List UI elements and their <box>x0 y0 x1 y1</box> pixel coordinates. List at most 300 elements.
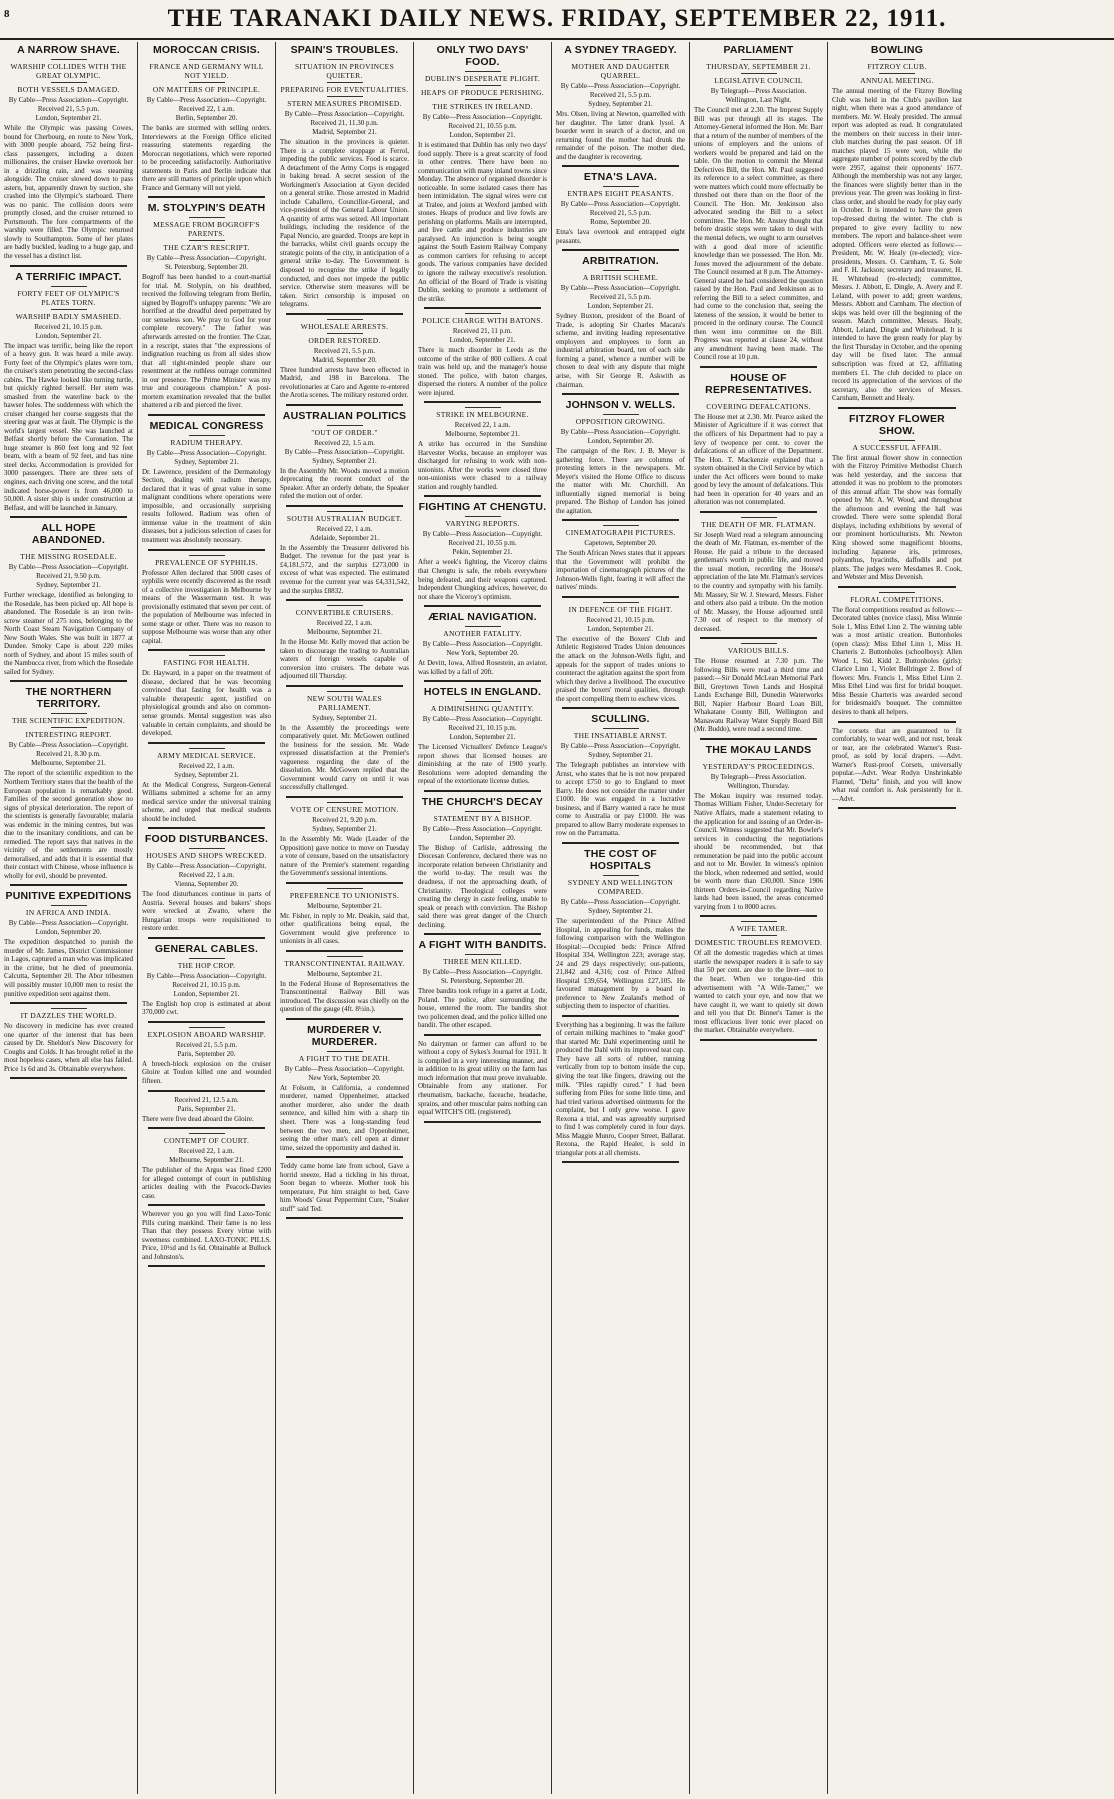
divider <box>189 848 225 849</box>
divider <box>51 309 87 310</box>
article-subheading: DOMESTIC TROUBLES REMOVED. <box>694 938 823 948</box>
newspaper-title: THE TARANAKI DAILY NEWS. FRIDAY, SEPTEMBER 22, 1911. <box>167 5 947 32</box>
article-dateline: By Cable—Press Association—Copyright. <box>146 254 267 263</box>
divider <box>189 1133 225 1134</box>
divider <box>741 643 777 644</box>
article-dateline: Received 21, 5.5 p.m. <box>313 346 376 355</box>
article <box>280 410 409 507</box>
article-subheading: RADIUM THERAPY. <box>170 437 243 447</box>
article <box>142 655 271 743</box>
article-body: A strike has occurred in the Sunshine Harvester Works, because an employer was discharged for refusing to work with non-unionists. After the works were closed three non-unionists were chased to a railway station and roughly handled. <box>418 440 547 491</box>
article-subheading: IN AFRICA AND INDIA. <box>25 908 112 918</box>
divider <box>465 626 501 627</box>
article-separator <box>562 842 679 844</box>
article-subheading: THE DEATH OF MR. FLATMAN. <box>701 519 816 529</box>
divider <box>465 701 501 702</box>
article-body: The food disturbances continue in parts of Austria. Several houses and bakers' shops were wrecked at Zwatto, where the Hungarian troops were requisitioned to restore order. <box>142 890 271 933</box>
article <box>142 833 271 939</box>
article-dateline: Received 21, 10.15 p.m. <box>448 724 517 733</box>
article-dateline: By Cable—Press Association—Copyright. <box>560 742 681 751</box>
article-dateline: By Cable—Press Association—Copyright. <box>422 640 543 649</box>
article-subheading: WARSHIP COLLIDES WITH THE GREAT OLYMPIC. <box>10 62 127 80</box>
divider <box>327 425 363 426</box>
article-dateline: Received 22, 1 a.m. <box>316 524 373 533</box>
divider <box>741 399 777 400</box>
article-subheading: CONTEMPT OF COURT. <box>163 1136 250 1146</box>
article-dateline: Received 22, 1 a.m. <box>178 1147 235 1156</box>
column-1 <box>0 42 138 1794</box>
article-separator <box>10 680 127 682</box>
article-body: After a week's fighting, the Viceroy claims that Chengtu is safe, the rebels everywhere being defeated, and their weapons captured. Independent Chungking advices, however, do not share the Viceroy's optimism. <box>418 558 547 601</box>
article-dateline: By Cable—Press Association—Copyright. <box>8 96 129 104</box>
divider <box>51 82 87 83</box>
article-dateline: By Cable—Press Association—Copyright. <box>422 968 543 977</box>
article-dateline: By Cable—Press Association—Copyright. <box>8 563 129 572</box>
article-dateline: Received 21, 10.15 p.m. <box>34 322 103 331</box>
article-dateline: Pekin, September 21. <box>452 548 513 557</box>
article <box>418 796 547 935</box>
article-separator <box>148 1090 265 1092</box>
article-headline: THE MOKAU LANDS <box>705 743 812 756</box>
article <box>4 271 133 519</box>
article-dateline: New York, September 20. <box>446 649 519 658</box>
article-subheading: FLORAL COMPETITIONS. <box>850 594 944 604</box>
article-separator <box>838 407 956 409</box>
divider <box>741 517 777 518</box>
article-separator <box>700 366 817 368</box>
article <box>280 1024 409 1158</box>
article-body: The Mokau inquiry was resumed today. Thomas William Fisher, Under-Secretary for Native Affairs, made a statement relating to the application for and issuing of an Order-in-Council. Witness suggested that Mr. Bowler's services in conducting the negotiations should be recommended, but that remuneration be paid into the public account and not to Mr. Bowler. In witness's opinion the block, when redeemed and settled, would be worth more than £30,000. Since 1906 thirteen Orders-in-Council regarding Native lands had been issued, the areas concerned varying from 1 to 8000 acres. <box>694 791 823 911</box>
divider <box>189 217 225 218</box>
article-dateline: Sydney, September 21. <box>312 824 377 833</box>
article <box>142 1096 271 1130</box>
article-subheading: MESSAGE FROM BOGROFF'S PARENTS. <box>153 220 260 239</box>
article-dateline: By Cable—Press Association—Copyright. <box>422 715 543 724</box>
article <box>280 1162 409 1219</box>
divider <box>603 59 639 60</box>
article-dateline: London, September 21. <box>449 131 516 139</box>
article-headline: AUSTRALIAN POLITICS <box>282 409 407 422</box>
article-body: Sir Joseph Ward read a telegram announcing the death of Mr. Flatman, ex-member of the House. He paid a tribute to the deceased gentleman's worth in public life, and moved the usual motion, recording the House's appreciation of the late Mr. Flatman's services to the country and sympathy with his family. Mr. Massey, Sir W. J. Steward, Messrs. Fisher and others also paid a tribute. On the motion of Mr. Massey, the House adjourned until 7.30 out of respect to the memory of deceased. <box>694 530 823 633</box>
article-separator <box>562 165 679 167</box>
article <box>4 686 133 886</box>
column-4 <box>414 42 552 1794</box>
article-subheading: THE SCIENTIFIC EXPEDITION. <box>12 716 125 726</box>
article <box>418 313 547 403</box>
article <box>142 202 271 416</box>
article <box>694 44 823 368</box>
article-separator <box>562 393 679 395</box>
article-dateline: Received 21, 9.50 p.m. <box>36 572 101 581</box>
article-separator <box>700 511 817 513</box>
article-body: There is much disorder in Leeds as the outcome of the strike of 800 colliers. A coal train was held up, and the manager's house stoned. The police, with baton charges, dispersed the rioters. A number of the police were injured. <box>418 346 547 397</box>
article-dateline: Paris, September 20. <box>177 1049 236 1058</box>
article-headline: THE COST OF HOSPITALS <box>584 847 657 872</box>
article <box>556 171 685 251</box>
article-body: In the Assembly the proceedings were comparatively quiet. Mr. McGowen outlined the business for the session. Mr. Wade expressed dissatisfaction at the Premier's vagueness regarding the date of the dissolution. Mr. McGowen replied that the Government would carry on until it was successfully challenged. <box>280 723 409 792</box>
article-body: It is estimated that Dublin has only two days' food supply. There is a great scarcity of food in other centres. There have been no communication with many inland towns since Monday. The absence of organised disorder is noticeable. In some isolated cases there has been intimidation. The signal wires were cut at Tralee, and joints at Wexford jambed with stones. Heaps of produce and live fowls are perishing on platforms. Mails are interrupted, and live cattle and produce industries are paralysed. An injunction is being sought against the South Eastern Railway Company as common carriers for refusing to accept goods. The various companies have decided to ignore the railway executive's resolution. An official of the Board of Trade is visiting Dublin, seeking to promote a settlement of the strike. <box>418 141 547 303</box>
article-body: No discovery in medicine has ever created one quarter of the interest that has been caused by Dr. Sheldon's New Discovery for Coughs and Colds. It has brought relief in the most hopeless cases, when all else has failed. Price 1s 6d and 3s. Obtainable everywhere. <box>4 1022 133 1073</box>
divider <box>603 728 639 729</box>
divider <box>51 905 87 906</box>
article-dateline: Received 21, 10.55 p.m. <box>448 122 517 130</box>
article-subheading: BOTH VESSELS DAMAGED. <box>17 85 120 94</box>
article-dateline: London, September 21. <box>449 336 516 345</box>
article-dateline: Received 21, 9.20 p.m. <box>312 815 377 824</box>
article-headline: MURDERER V. MURDERER. <box>307 1023 382 1048</box>
article-subheading: WARSHIP BADLY SMASHED. <box>15 311 122 321</box>
article <box>694 643 823 740</box>
divider <box>189 748 225 749</box>
article-subheading: ARMY MEDICAL SERVICE. <box>157 750 256 760</box>
article <box>142 943 271 1023</box>
article-subheading: "OUT OF ORDER." <box>311 427 378 437</box>
article-body: Of all the domestic tragedies which at times startle the newspaper readers it is safe to say that 50 per cent. are due to the liver—not to the heart. When we tongue-tied this advertisement with "A Wife-Tamer," we wanted to catch your eye, and now that we have caught it, we want to quietly sit down and tell you that Dr. Binner's Tamer is the most efficacious liver tonic ever placed on the market. Obtainable everywhere. <box>694 949 823 1035</box>
article-separator <box>700 1039 817 1041</box>
article-dateline: St. Petersburg, September 20. <box>164 263 249 272</box>
article-dateline: Received 22, 1 a.m. <box>316 619 373 628</box>
article-subheading: VOTE OF CENSURE MOTION. <box>290 804 399 814</box>
article-dateline: Melbourne, September 21. <box>307 901 382 910</box>
article-headline: ALL HOPE ABANDONED. <box>31 522 106 547</box>
article-body: Professor Allen declared that 5000 cases of syphilis were recently discovered as the result of a collective investigation in Melbourne by means of the Wassermann test. It was provisionally estimated that seven per cent. of the population of Melbourne was infected in some stage or other. There was no reason to suppose Melbourne was worse than any other capital. <box>142 568 271 645</box>
article-dateline: By Cable—Press Association—Copyright. <box>560 284 681 293</box>
divider <box>51 1008 87 1009</box>
divider <box>603 186 639 187</box>
divider <box>189 435 225 436</box>
article-body: Teddy came home late from school, Gave a horrid sneeze, Had a tickling in his throat, Soon began to wheeze. Mother took his temperature, Put him straight to bed, Gave him Woods' Great Peppermint Cure, "Soaker stuff" said Ted. <box>280 1162 409 1213</box>
article-body: While the Olympic was passing Cowes, bound for Cherbourg, en route to New York, with 3000 people aboard, 752 being first-class passengers, including a dozen millionaires, the cruiser Hawke overtook her in a drizzling rain, and was steaming alongside. The cruiser slowed down to pass astern, but, apparently drawn by suction, she crashed into the Olympic's starboard. There was no panic. The collision doors were promptly closed, and the cruiser returned to Portsmouth. The fore compartments of the warship were filled. The Olympic returned slowly to Southampton. Some of her plates are badly buckled, leading to a huge gap, and the vessel has a distinct list. <box>4 124 133 260</box>
article-body: In the House Mr. Kelly moved that action be taken to discourage the trading to Australian waters of foreign vessels capable of conversion into cruisers. The debate was adjourned till Thursday. <box>280 638 409 681</box>
article <box>832 44 962 409</box>
article-headline: ARBITRATION. <box>582 255 659 268</box>
column-2 <box>138 42 276 1794</box>
article-separator <box>838 586 956 588</box>
article-separator <box>148 196 265 198</box>
divider <box>879 59 915 60</box>
article-dateline: Paris, September 21. <box>177 1104 236 1113</box>
article-separator <box>148 1204 265 1206</box>
article <box>142 420 271 551</box>
article-subheading: OPPOSITION GROWING. <box>575 417 666 427</box>
article <box>418 44 547 309</box>
article-dateline: Melbourne, September 21. <box>307 969 382 978</box>
article-body: The Bishop of Carlisle, addressing the Diocesan Conference, declared there was no incorporate relation between Christianity and the world to-day. The result was the deadness, if not the approaching death, of Christianity. Theological colleges were creating the clergy in caste feeling, unable to speak or preach with conviction. The Bishop said there was great danger of the Church declining. <box>418 843 547 929</box>
article-dateline: By Cable—Press Association—Copyright. <box>560 200 681 209</box>
article-body: The English hop crop is estimated at about 370,000 cwt. <box>142 999 271 1017</box>
article-dateline: By Telegraph—Press Association. <box>710 87 807 95</box>
article-separator <box>424 933 541 935</box>
column-5 <box>552 42 690 1794</box>
article-body: There were five dead aboard the Gloire. <box>142 1114 254 1123</box>
article-headline: A TERRIFIC IMPACT. <box>15 270 122 283</box>
divider <box>327 333 363 334</box>
masthead <box>0 0 1114 40</box>
article-dateline: Received 21, 5.5 p.m. <box>589 293 652 302</box>
article-dateline: London, September 21. <box>587 302 654 311</box>
column-3 <box>276 42 414 1794</box>
article <box>4 890 133 1004</box>
article-body: In the Assembly Mr. Wade (Leader of the Opposition) gave notice to move on Tuesday a vote of censure, based on the unsatisfactory nature of the Premier's statement regarding the Government's sessional intentions. <box>280 834 409 878</box>
divider <box>189 240 225 241</box>
divider <box>327 59 363 60</box>
article-dateline: Sydney, September 21. <box>312 456 377 465</box>
article-headline: A FIGHT WITH BANDITS. <box>418 939 547 952</box>
divider <box>741 921 777 922</box>
article <box>694 921 823 1040</box>
article-body: The report of the scientific expedition to the Northern Territory states that the health of the European population is remarkably good. Families of the second generation show no signs of physical deterioration. The report of the scientists is generally favourable; malaria was endemic in the mining centres, but was due to the insanitary conditions, and can be remedied. The report says that natives in the vicinity of the settlements are mostly demoralised, and adds that it is essential that their contact with Chinese, whose influence is wholly for evil, should be prevented. <box>4 769 133 880</box>
article-dateline: London, September 20. <box>35 928 102 937</box>
article-dateline: By Cable—Press Association—Copyright. <box>146 862 267 871</box>
article-separator <box>562 1015 679 1017</box>
article-dateline: Capetown, September 20. <box>584 539 657 548</box>
article-body: The House resumed at 7.30 p.m. The following Bills were read a third time and passed:—Sir Donald McLean Memorial Park Bill, Greytown Town Lands and Hospital Lands Exchange Bill, Dunedin Waterworks Bill, Napier Harbour Board Loan Bill, Whakatane County Bill, Wellington and Manawatu Railway Water Supply Board Bill (Mr. Buddo), were read a second time. <box>694 657 823 734</box>
article-subheading: FASTING FOR HEALTH. <box>163 658 250 668</box>
divider <box>465 85 501 86</box>
divider <box>327 956 363 957</box>
article-separator <box>286 1018 403 1020</box>
article-dateline: London, September 20. <box>449 833 516 842</box>
article-headline: HOTELS IN ENGLAND. <box>423 686 542 699</box>
article <box>418 407 547 497</box>
article-subheading: DUBLIN'S DESPERATE PLIGHT. <box>424 74 541 83</box>
article-separator <box>562 249 679 251</box>
divider <box>741 935 777 936</box>
article-body: The Telegraph publishes an interview with Arnst, who states that he is not now prepared to accept £750 to go to England to meet Barry. He does not consider the matter under £1000. He was engaged in a lucrative business, and if Barry wanted a race he must come to Australia or pay £1000. He was prepared to allow Barry moderate expenses to row on the Parramatta. <box>556 761 685 838</box>
article-subheading: CONVERTIBLE CRUISERS. <box>295 608 394 618</box>
article <box>142 748 271 830</box>
article-subheading: STERN MEASURES PROMISED. <box>287 99 402 108</box>
article-headline: BOWLING <box>870 44 924 56</box>
divider <box>327 82 363 83</box>
article <box>832 592 962 723</box>
article-dateline: By Cable—Press Association—Copyright. <box>560 82 681 90</box>
article-dateline: By Cable—Press Association—Copyright. <box>146 96 267 104</box>
article-subheading: YESTERDAY'S PROCEEDINGS. <box>702 761 815 771</box>
article-body: In the Assembly Mr. Woods moved a motion deprecating the recent conduct of the Speaker. After an orderly debate, the Speaker ruled the motion out of order. <box>280 466 409 501</box>
article <box>556 44 685 167</box>
article <box>280 511 409 601</box>
divider <box>879 440 915 441</box>
article-body: Mr. Fisher, in reply to Mr. Deakin, said that, other qualifications being equal, the Government would give preference to unionists in all cases. <box>280 911 409 946</box>
article <box>142 44 271 198</box>
article-body: Dr. Hayward, in a paper on the treatment of disease, declared that he was becoming convinced that fasting for health was a valuable therapeutic agent, justified on physiological grounds and also on common-sense grounds. Mental suggestion was also valuable in certain complaints, and should be developed. <box>142 669 271 738</box>
divider <box>327 802 363 803</box>
article-body: The superintendent of the Prince Alfred Hospital, in appealing for funds, makes the following comparison with the Wellington Hospital:—Occupied beds: Prince Alfred Hospital 334, Wellington 223; average stay, 24 and 29 days respectively; out-patients, 21,842 and 4,316; cost of Prince Alfred Hospital £39,654, Wellington £27,105. He favoured management by a board in preference to New Zealand's method of subjecting them to inspector of charities. <box>556 916 685 1011</box>
divider <box>189 1027 225 1028</box>
divider <box>51 713 87 714</box>
article-headline: SPAIN'S TROUBLES. <box>290 44 399 56</box>
article-headline: THE NORTHERN TERRITORY. <box>25 686 112 711</box>
article-subheading: TRANSCONTINENTAL RAILWAY. <box>284 958 405 968</box>
article-subheading: ON MATTERS OF PRINCIPLE. <box>152 85 261 94</box>
article <box>280 44 409 315</box>
article-separator <box>286 505 403 507</box>
article-dateline: London, September 21. <box>35 331 102 340</box>
divider <box>879 592 915 593</box>
article-subheading: THURSDAY, SEPTEMBER 21. <box>706 62 811 71</box>
article-dateline: Received 21, 11 p.m. <box>452 327 513 336</box>
article-dateline: New York, September 20. <box>308 1073 381 1082</box>
article-dateline: By Cable—Press Association—Copyright. <box>284 447 405 456</box>
article <box>556 713 685 844</box>
article-subheading: WHOLESALE ARRESTS. <box>300 321 389 331</box>
column-6 <box>690 42 828 1794</box>
article-separator <box>286 882 403 884</box>
article-headline: GENERAL CABLES. <box>154 942 259 955</box>
article-dateline: Sydney, September 21. <box>174 770 239 779</box>
article <box>280 802 409 884</box>
article-separator <box>424 307 541 309</box>
article-dateline: Received 21, 5.5 p.m. <box>175 1040 238 1049</box>
article-separator <box>10 884 127 886</box>
divider <box>51 727 87 728</box>
article-separator <box>424 495 541 497</box>
article-separator <box>148 742 265 744</box>
article-dateline: Received 21, 10.15 p.m. <box>586 615 655 624</box>
article-separator <box>286 685 403 687</box>
article-subheading: VARIOUS BILLS. <box>727 646 790 656</box>
article-dateline: Melbourne, September 21. <box>169 1156 244 1165</box>
article <box>280 605 409 687</box>
article <box>418 686 547 792</box>
article-subheading: ANNUAL MEETING. <box>860 76 934 85</box>
article-separator <box>424 605 541 607</box>
article-dateline: Sydney, September 21. <box>588 751 653 760</box>
article-separator <box>838 721 956 723</box>
divider <box>327 691 363 692</box>
article-headline: FIGHTING AT CHENGTU. <box>418 501 547 514</box>
article <box>694 372 823 513</box>
article-body: The publisher of the Argus was fined £200 for alleged contempt of court in publishing articles dealing with the Peacock-Davies case. <box>142 1166 271 1200</box>
article <box>142 1027 271 1092</box>
article-subheading: ORDER RESTORED. <box>308 335 381 345</box>
article-separator <box>424 680 541 682</box>
article-separator <box>700 738 817 740</box>
article-body: Three bandits took refuge in a garret at Lodz, Poland. The police, after surrounding the house, entered the room. The bandits shot two policemen dead, and the police killed one bandit. The other escaped. <box>418 987 547 1030</box>
article-subheading: CINEMATOGRAPH PICTURES. <box>565 528 676 538</box>
article-headline: HOUSE OF REPRESENTATIVES. <box>705 371 812 396</box>
article-subheading: COVERING DEFALCATIONS. <box>706 401 811 411</box>
article-dateline: Rome, September 20. <box>590 218 651 227</box>
divider <box>189 82 225 83</box>
article-subheading: INTERESTING REPORT. <box>25 730 112 740</box>
divider <box>327 605 363 606</box>
article-body: Mrs. Olsen, living at Newton, quarrelled with her daughter. The latter drank lysol. A boarder went in search of a doctor, and on returning found the mother had drunk the remainder of the poison. The mother died, and the daughter is recovering. <box>556 110 685 161</box>
article <box>832 727 962 810</box>
article-subheading: STRIKE IN MELBOURNE. <box>436 410 529 420</box>
article-separator <box>286 796 403 798</box>
article <box>418 939 547 1036</box>
article-dateline: Received 21, 5.5 p.m. <box>589 91 652 99</box>
article <box>832 413 962 588</box>
article-subheading: HOUSES AND SHOPS WRECKED. <box>146 851 267 861</box>
article-dateline: By Cable—Press Association—Copyright. <box>284 1064 405 1073</box>
page-number: 8 <box>4 8 11 20</box>
article-dateline: Received 22, 1 a.m. <box>178 105 235 113</box>
article-dateline: Wellington, Last Night. <box>725 96 792 104</box>
article-dateline: London, September 21. <box>449 733 516 742</box>
article-subheading: A SUCCESSFUL AFFAIR. <box>852 442 942 452</box>
article-dateline: Sydney, September 21. <box>312 713 377 722</box>
divider <box>327 1051 363 1052</box>
divider <box>327 96 363 97</box>
article-separator <box>148 1021 265 1023</box>
article <box>4 44 133 267</box>
article-subheading: THE HOP CROP. <box>177 960 236 970</box>
article <box>418 1040 547 1123</box>
divider <box>465 407 501 408</box>
article-subheading: ENTRAPS EIGHT PEASANTS. <box>567 189 674 199</box>
article-separator <box>286 1156 403 1158</box>
article-subheading: STATEMENT BY A BISHOP. <box>433 813 532 823</box>
article-subheading: FORTY FEET OF OLYMPIC'S PLATES TORN. <box>17 288 120 307</box>
article-separator <box>700 915 817 917</box>
article-subheading: PREPARING FOR EVENTUALITIES. <box>280 85 409 94</box>
article-dateline: By Cable—Press Association—Copyright. <box>8 919 129 928</box>
article-headline: JOHNSON V. WELLS. <box>565 399 676 412</box>
article-body: Further wreckage, identified as belonging to the Rosedale, has been picked up. All hope is abandoned. The Rosedale is an iron twin-screw steamer of 275 tons, belonging to the North Coast Steam Navigation Company of New South Wales. She was built in 1877 at Dundee. Smoky Cape is about 220 miles north of Sydney, and about 15 miles south of the Nambucca river, from which the Rosedale sailed for Sydney. <box>4 591 133 676</box>
divider <box>741 759 777 760</box>
article-body: A breech-block explosion on the cruiser Gloire at Toulon killed one and wounded fifteen. <box>142 1059 271 1085</box>
article-separator <box>148 827 265 829</box>
divider <box>879 73 915 74</box>
divider <box>603 270 639 271</box>
article-subheading: THE STRIKES IN IRELAND. <box>432 102 533 111</box>
article-body: Wherever you go you will find Laxo-Tonic Pills curing mankind. Their fame is no less Than that they possess Every virtue with sweetness combined. LAXO-TONIC PILLS. Price, 10½d and 1s 6d. Obtainable at Bullock and Johnston's. <box>142 1210 271 1261</box>
article-body: The Licensed Victuallers' Defence League's report shows that licensed houses are diminishing at the rate of 1900 yearly. Resolutions were adopted demanding the repeal of the extortionate license duties. <box>418 743 547 786</box>
article-dateline: Madrid, September 20. <box>312 355 377 364</box>
article-dateline: By Cable—Press Association—Copyright. <box>422 530 543 539</box>
article-separator <box>10 516 127 518</box>
article-dateline: London, September 21. <box>173 989 240 998</box>
article-subheading: IN DEFENCE OF THE FIGHT. <box>568 604 673 614</box>
article-separator <box>424 401 541 403</box>
article <box>280 319 409 406</box>
article-body: The first annual flower show in connection with the Fitzroy Primitive Methodist Church was held yesterday, and the success that attended it was no problem to the promoters of this annual affair. The show was formally opened by Mr. A. W. Wood, and throughout the afternoon and evening the hall was crowded. There were some splendid floral displays, including exhibitions by several of our prominent horticulturists. Mr. Newton King showed some magnificent blooms, including Japanese iris, primroses, polyanthus, hyacinths, daffodils and pot plants. The judges were Mesdames R. Cook, and Webster and Miss Devenish. <box>832 453 962 582</box>
article <box>280 691 409 798</box>
article-body: At the Medical Congress, Surgeon-General Williams submitted a scheme for an army medical service under the universal training scheme, and urged that medical students should be included. <box>142 780 271 823</box>
article-dateline: By Cable—Press Association—Copyright. <box>284 110 405 118</box>
article-separator <box>562 519 679 521</box>
article-body: The South African News states that it appears that the Government will prohibit the importation of cinematograph pictures of the Johnson-Wells fight, fearing it will affect the natives' minds. <box>556 549 685 592</box>
article-dateline: Received 22, 1.5 a.m. <box>314 438 375 447</box>
article-subheading: LEGISLATIVE COUNCIL <box>714 76 803 85</box>
article-body: The floral competitions resulted as follows:—Decorated tables (novice class), Miss Winnie Sole 1, Miss Ethel Linn 2. The winning table was a most artistic creation. Buttonholes (open class): Miss Ethel Linn 1, Miss H. Charteris 2. Buttonholes (schoolboys): Allen Wood 1, Sid. Kidd 2. Buttonholes (girls): Clarice Linn 1, Violet Bellringer 2. Bowl of flowers: Mrs. Francis 1, Miss Ethel Linn 2. Miss Ethel Lind was first for bridal bouquet. Miss Bessie Charteris was awarded second for bridesmaid's bouquet. The committee desires to thank all helpers. <box>832 605 962 716</box>
article-separator <box>148 549 265 551</box>
article-separator <box>286 599 403 601</box>
divider <box>465 516 501 517</box>
divider <box>741 73 777 74</box>
article-subheading: HEAPS OF PRODUCE PERISHING. <box>420 88 545 97</box>
article <box>142 1210 271 1267</box>
article-subheading: SITUATION IN PROVINCES QUIETER. <box>294 62 395 80</box>
divider <box>465 71 501 72</box>
article-body: Sydney Buxton, president of the Board of Trade, is adopting Sir Charles Macara's scheme, and inviting leading representative employers and employees to form an industrial arbitration board, ten of each side forming a panel, whence a number will be chosen to deal with any dispute that might arise, with Sir George R. Askwith as chairman. <box>556 312 685 389</box>
article-body: The House met at 2.30. Mr. Pearce asked the Minister of Agriculture if it was correct that the officers of his Department had to pay a levy of twopence per cent. to cover the defalcations of an officer of the Department. The Hon. T. Mackenzie explained that a system obtained in the Civil Service by which under the Act officers were bound to make good by levy the amount of defalcations. This had been in operation for 40 years and an alteration was not contemplated. <box>694 412 823 507</box>
article-separator <box>10 1077 127 1079</box>
article-subheading: A BRITISH SCHEME. <box>582 273 659 283</box>
article <box>418 611 547 682</box>
article-headline: FOOD DISTURBANCES. <box>144 833 269 846</box>
article <box>556 1021 685 1164</box>
article-separator <box>562 707 679 709</box>
divider <box>603 525 639 526</box>
divider <box>603 602 639 603</box>
article-subheading: IT DAZZLES THE WORLD. <box>20 1011 117 1021</box>
columns-container <box>0 42 1114 1794</box>
article-headline: PARLIAMENT <box>723 44 794 56</box>
